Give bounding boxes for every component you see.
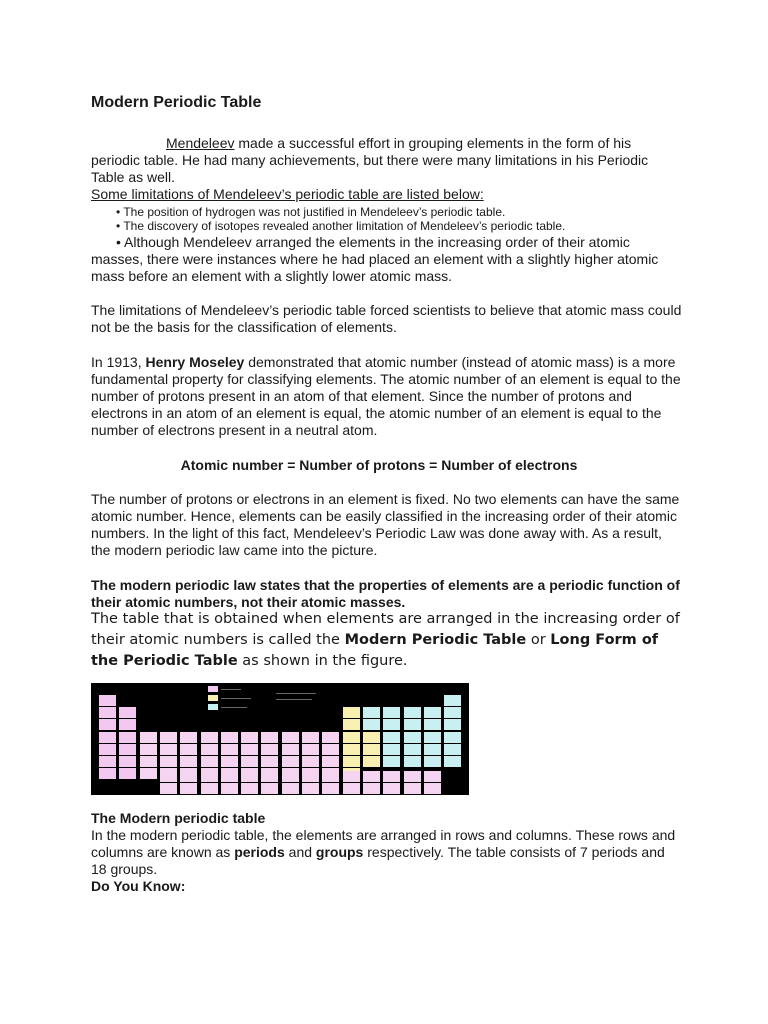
element-cell xyxy=(160,732,177,743)
element-cell xyxy=(241,744,258,755)
limitations-paragraph: The limitations of Mendeleev’s periodic table forced scientists to believe that atomic mass could not be the basis for the classification of elements. xyxy=(91,302,682,335)
element-cell xyxy=(160,744,177,755)
periodic-law-statement: The modern periodic law states that the properties of elements are a periodic function of their atomic numbers, not their atomic masses. xyxy=(91,577,680,610)
element-cell xyxy=(221,756,238,767)
element-cell xyxy=(302,783,319,794)
legend-swatch-pink xyxy=(208,686,218,692)
element-cell xyxy=(383,756,400,767)
element-cell xyxy=(322,744,339,755)
element-cell xyxy=(261,783,278,794)
element-cell xyxy=(180,783,197,794)
element-cell xyxy=(444,719,461,730)
element-cell xyxy=(119,768,136,779)
element-cell xyxy=(363,744,380,755)
rows-columns-paragraph: In the modern periodic table, the elements are arranged in rows and columns. These rows and columns are known as periods and groups respectively. The table consists of 7 periods and 18 groups. xyxy=(91,827,676,877)
element-cell xyxy=(343,756,360,767)
element-cell xyxy=(424,756,441,767)
mendeleev-link[interactable]: Mendeleev xyxy=(166,135,235,151)
element-cell xyxy=(201,744,218,755)
page-title: Modern Periodic Table xyxy=(91,94,262,111)
bullet-atomic-masses: • Although Mendeleev arranged the elements in the increasing order of their atomic masses, there were instances where he had placed an element with a slightly higher atomic mass before an element with a slightly lower atomic mass. xyxy=(91,234,659,284)
element-cell xyxy=(119,732,136,743)
moseley-paragraph: In 1913, Henry Moseley demonstrated that atomic number (instead of atomic mass) is a more fundamental property for classifying elements. The atomic number of an element is equal to the number of protons present in an atom of that element. Since the number of protons and electrons in an atom of an element is equal, the atomic number of an element is equal to the number of electrons present in a neutral atom. xyxy=(91,354,681,438)
element-cell xyxy=(140,756,157,767)
element-cell xyxy=(201,732,218,743)
element-cell xyxy=(221,783,238,794)
element-cell xyxy=(424,707,441,718)
element-cell xyxy=(444,707,461,718)
element-cell xyxy=(363,707,380,718)
element-cell xyxy=(241,732,258,743)
element-cell xyxy=(99,768,116,779)
element-cell xyxy=(424,744,441,755)
fixed-number-paragraph: The number of protons or electrons in an element is fixed. No two elements can have the same atomic number. Hence, elements can be easily classified in the increasing order of their atomic numbers. In the light of this fact, Mendeleev’s Periodic Law was done away with. As a result, the modern periodic law came into the picture. xyxy=(91,491,680,558)
element-cell xyxy=(343,732,360,743)
element-cell xyxy=(424,783,441,794)
element-cell xyxy=(322,783,339,794)
element-cell xyxy=(119,719,136,730)
element-cell xyxy=(322,756,339,767)
atomic-number-equation: Atomic number = Number of protons = Number of electrons xyxy=(180,457,578,473)
element-cell xyxy=(180,732,197,743)
element-cell xyxy=(424,732,441,743)
element-cell xyxy=(444,756,461,767)
intro-paragraph: Mendeleev made a successful effort in grouping elements in the form of his periodic table. He had many achievements, but there were many limitations in his Periodic Table as well. xyxy=(91,135,649,185)
element-cell xyxy=(261,744,278,755)
element-cell xyxy=(383,707,400,718)
element-cell xyxy=(282,783,299,794)
element-cell xyxy=(404,719,421,730)
element-cell xyxy=(404,744,421,755)
element-cell xyxy=(180,771,197,782)
element-cell xyxy=(180,756,197,767)
element-cell xyxy=(99,719,116,730)
element-cell xyxy=(201,756,218,767)
element-cell xyxy=(343,707,360,718)
element-cell xyxy=(343,719,360,730)
element-cell xyxy=(404,756,421,767)
element-cell xyxy=(221,771,238,782)
element-cell xyxy=(383,783,400,794)
element-cell xyxy=(119,707,136,718)
element-cell xyxy=(201,771,218,782)
element-cell xyxy=(404,732,421,743)
element-cell xyxy=(99,732,116,743)
element-cell xyxy=(241,756,258,767)
element-cell xyxy=(201,783,218,794)
element-cell xyxy=(282,732,299,743)
element-cell xyxy=(444,744,461,755)
element-cell xyxy=(180,744,197,755)
periodic-table-image xyxy=(91,683,469,795)
element-cell xyxy=(160,771,177,782)
element-cell xyxy=(282,771,299,782)
element-cell xyxy=(322,771,339,782)
element-cell xyxy=(221,732,238,743)
element-cell xyxy=(140,744,157,755)
element-cell xyxy=(383,744,400,755)
element-cell xyxy=(363,783,380,794)
element-cell xyxy=(444,695,461,706)
element-cell xyxy=(282,744,299,755)
element-cell xyxy=(302,744,319,755)
legend-swatch-yellow xyxy=(208,695,218,701)
element-cell xyxy=(302,732,319,743)
element-cell xyxy=(140,768,157,779)
element-cell xyxy=(119,756,136,767)
element-cell xyxy=(99,756,116,767)
element-cell xyxy=(343,783,360,794)
element-cell xyxy=(140,732,157,743)
element-cell xyxy=(322,732,339,743)
element-cell xyxy=(383,732,400,743)
element-cell xyxy=(302,771,319,782)
element-cell xyxy=(343,771,360,782)
element-cell xyxy=(444,732,461,743)
element-cell xyxy=(160,756,177,767)
element-cell xyxy=(424,771,441,782)
element-cell xyxy=(99,707,116,718)
element-cell xyxy=(261,732,278,743)
element-cell xyxy=(241,783,258,794)
element-cell xyxy=(363,756,380,767)
element-cell xyxy=(99,695,116,706)
element-cell xyxy=(302,756,319,767)
element-cell xyxy=(119,744,136,755)
element-cell xyxy=(424,719,441,730)
bullet-isotopes: • The discovery of isotopes revealed another limitation of Mendeleev’s periodic table. xyxy=(116,219,566,233)
element-cell xyxy=(282,756,299,767)
legend-swatch-cyan xyxy=(208,704,218,710)
element-cell xyxy=(383,719,400,730)
element-cell xyxy=(363,732,380,743)
element-cell xyxy=(363,771,380,782)
element-cell xyxy=(261,771,278,782)
element-cell xyxy=(99,744,116,755)
element-cell xyxy=(343,744,360,755)
element-cell xyxy=(404,707,421,718)
element-cell xyxy=(241,771,258,782)
do-you-know-heading: Do You Know: xyxy=(91,878,186,894)
element-cell xyxy=(160,783,177,794)
bullet-hydrogen: • The position of hydrogen was not justified in Mendeleev’s periodic table. xyxy=(116,205,506,219)
element-cell xyxy=(221,744,238,755)
element-cell xyxy=(261,756,278,767)
element-cell xyxy=(383,771,400,782)
limitations-heading: Some limitations of Mendeleev’s periodic table are listed below: xyxy=(91,186,484,202)
element-cell xyxy=(404,783,421,794)
element-cell xyxy=(363,719,380,730)
figure-caption: The Modern periodic table xyxy=(91,810,266,826)
table-intro-paragraph: The table that is obtained when elements are arranged in the increasing order of their atomic numbers is called the Modern Periodic Table or Long Form of the Periodic Table as shown in the figure. xyxy=(91,611,680,669)
element-cell xyxy=(404,771,421,782)
